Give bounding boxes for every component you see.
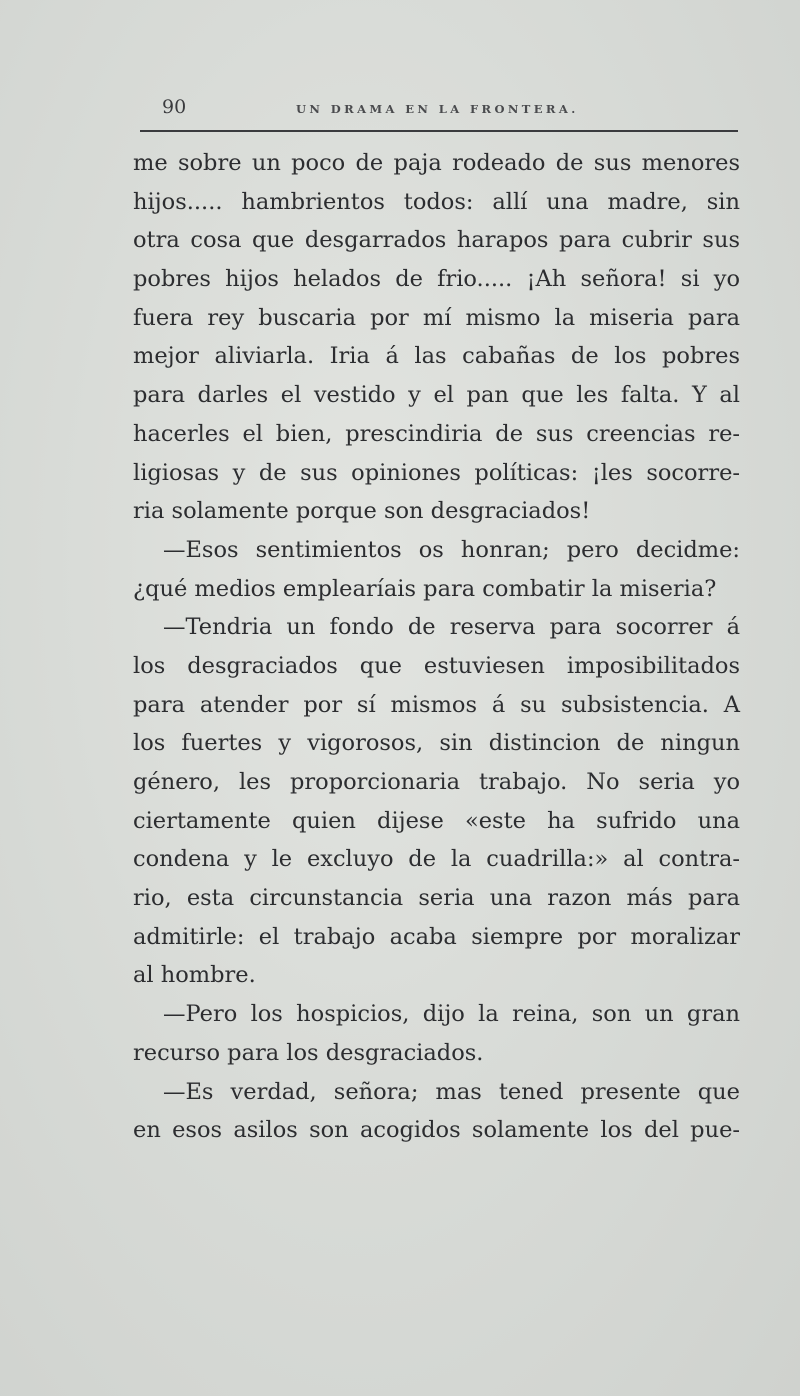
text-line: hacerles el bien, prescindiria de sus creencias re- xyxy=(133,420,740,447)
text-line: en esos asilos son acogidos solamente los del pue- xyxy=(133,1117,740,1144)
text-line: otra cosa que desgarrados harapos para cubrir sus xyxy=(133,227,740,254)
text-line: los desgraciados que estuviesen imposibilitados xyxy=(133,652,740,679)
text-line: para darles el vestido y el pan que les falta. Y al xyxy=(133,382,740,409)
header-rule xyxy=(140,130,738,132)
text-line: admitirle: el trabajo acaba siempre por moralizar xyxy=(133,923,740,950)
page-number: 90 xyxy=(162,96,187,118)
text-line: ¿qué medios emplearíais para combatir la miseria? xyxy=(133,575,717,602)
text-line: —Pero los hospicios, dijo la reina, son un gran xyxy=(163,1001,740,1028)
text-line: los fuertes y vigorosos, sin distincion de ningun xyxy=(133,730,740,757)
text-line: ria solamente porque son desgraciados! xyxy=(133,498,591,525)
text-line: para atender por sí mismos á su subsistencia. A xyxy=(133,691,740,718)
text-line: género, les proporcionaria trabajo. No seria yo xyxy=(133,769,740,795)
text-line: —Esos sentimientos os honran; pero decidme: xyxy=(163,536,740,563)
text-line: al hombre. xyxy=(133,962,256,989)
text-line: mejor aliviarla. Iria á las cabañas de los pobres xyxy=(133,343,740,370)
text-line: pobres hijos helados de frio..... ¡Ah señora! si yo xyxy=(133,266,740,293)
text-line: recurso para los desgraciados. xyxy=(133,1039,484,1066)
text-line: condena y le excluyo de la cuadrilla:» al contra- xyxy=(133,846,740,873)
text-line: —Es verdad, señora; mas tened presente que xyxy=(163,1078,740,1105)
text-line: ciertamente quien dijese «este ha sufrido una xyxy=(133,807,740,834)
text-line: ligiosas y de sus opiniones políticas: ¡les socorre- xyxy=(133,459,740,486)
running-head xyxy=(162,96,742,120)
body-text xyxy=(133,144,740,1150)
text-line: me sobre un poco de paja rodeado de sus menores xyxy=(133,150,740,176)
text-line: hijos..... hambrientos todos: allí una madre, sin xyxy=(133,188,740,215)
text-line: fuera rey buscaria por mí mismo la miseria para xyxy=(133,304,740,331)
text-line: rio, esta circunstancia seria una razon más para xyxy=(133,885,740,912)
text-line: —Tendria un fondo de reserva para socorrer á xyxy=(163,614,740,641)
running-title: UN DRAMA EN LA FRONTERA. xyxy=(296,102,579,116)
